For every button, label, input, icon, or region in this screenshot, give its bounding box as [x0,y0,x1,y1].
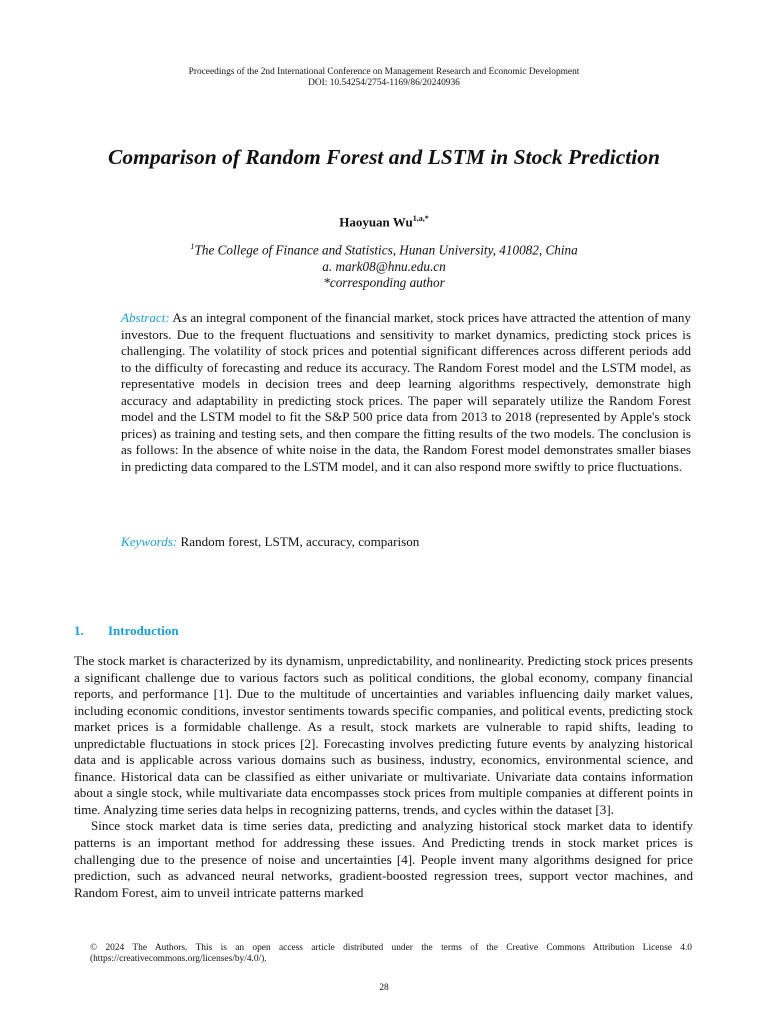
abstract-text: As an integral component of the financial market, stock prices have attracted the attention of many investors. Due to the frequent fluctuations and sensitivity to market dynamics, predicting stock prices is challenging. The volatility of stock prices and potential significant differences across different periods add to the difficulty of forecasting and reduce its accuracy. The Random Forest model and the LSTM model, as representative models in decision trees and deep learning algorithms respectively, demonstrate high accuracy and adaptability in predicting stock prices. The paper will separately utilize the Random Forest model and the LSTM model to fit the S&P 500 price data from 2013 to 2018 (represented by Apple's stock prices) as training and testing sets, and then compare the fitting results of the two models. The conclusion is as follows: In the absence of white noise in the data, the Random Forest model demonstrates smaller biases in predicting data compared to the LSTM model, and it can also respond more swiftly to price fluctuations. [121,310,691,474]
author-email[interactable]: a. mark08@hnu.edu.cn [322,258,446,274]
affiliation-marker: 1 [190,241,195,251]
paper-title: Comparison of Random Forest and LSTM in Stock Prediction [108,145,660,169]
keywords [121,534,691,550]
paragraph: Since stock market data is time series data, predicting and analyzing historical stock market data to identify patterns is an important method for addressing these issues. And Predicting trends in stock market prices is challenging due to the presence of noise and uncertainties [4]. People invent many algorithms designed for price prediction, such as advanced neural networks, gradient-boosted regression trees, support vector machines, and Random Forest, aim to unveil intricate patterns marked [74,818,693,900]
proceedings-line: Proceedings of the 2nd International Conference on Management Research and Economic Development [188,67,580,77]
running-header [0,67,768,89]
body-text [74,653,693,901]
author-affiliation-marker: 1,a,* [412,214,429,223]
corresponding-note: *corresponding author [323,275,445,291]
doi-line: DOI: 10.54254/2754-1169/86/20240936 [308,78,460,88]
affiliation-line [0,238,768,259]
section-title: Introduction [108,623,179,638]
section-number: 1. [74,623,84,638]
section-heading-introduction [74,623,179,639]
abstract [121,310,691,475]
license-footnote: © 2024 The Authors. This is an open access article distributed under the terms of the Creative Commons Attribution License 4.0 (https://creativecommons.org/licenses/by/4.0/). [90,943,692,964]
page-number: 28 [379,983,389,993]
keywords-label: Keywords: [121,534,178,549]
paragraph: The stock market is characterized by its dynamism, unpredictability, and nonlinearity. Predicting stock prices presents a significant challenge due to various factors such as political conditions, the global economy, company financial reports, and performance [1]. Due to the multitude of uncertainties and variables influencing daily market values, including economic conditions, investor sentiments towards specific companies, and political events, predicting stock market prices is a formidable challenge. As a result, stock markets are vulnerable to rapid shifts, leading to unpredictable fluctuations in stock prices [2]. Forecasting involves predicting future events by analyzing historical data and is applicable across various domains such as business, industry, economics, environmental science, and finance. Historical data can be classified as either univariate or multivariate. Univariate data contains information about a single stock, while multivariate data encompasses stock prices from multiple companies at different points in time. Analyzing time series data helps in recognizing patterns, trends, and cycles within the dataset [3]. [74,653,693,817]
keywords-text: Random forest, LSTM, accuracy, comparison [180,534,420,549]
affiliation-text: The College of Finance and Statistics, Hunan University, 410082, China [194,242,578,258]
author-line [0,214,768,230]
author-name: Haoyuan Wu [339,214,413,230]
affiliation-block [0,238,768,292]
abstract-label: Abstract: [121,310,170,325]
